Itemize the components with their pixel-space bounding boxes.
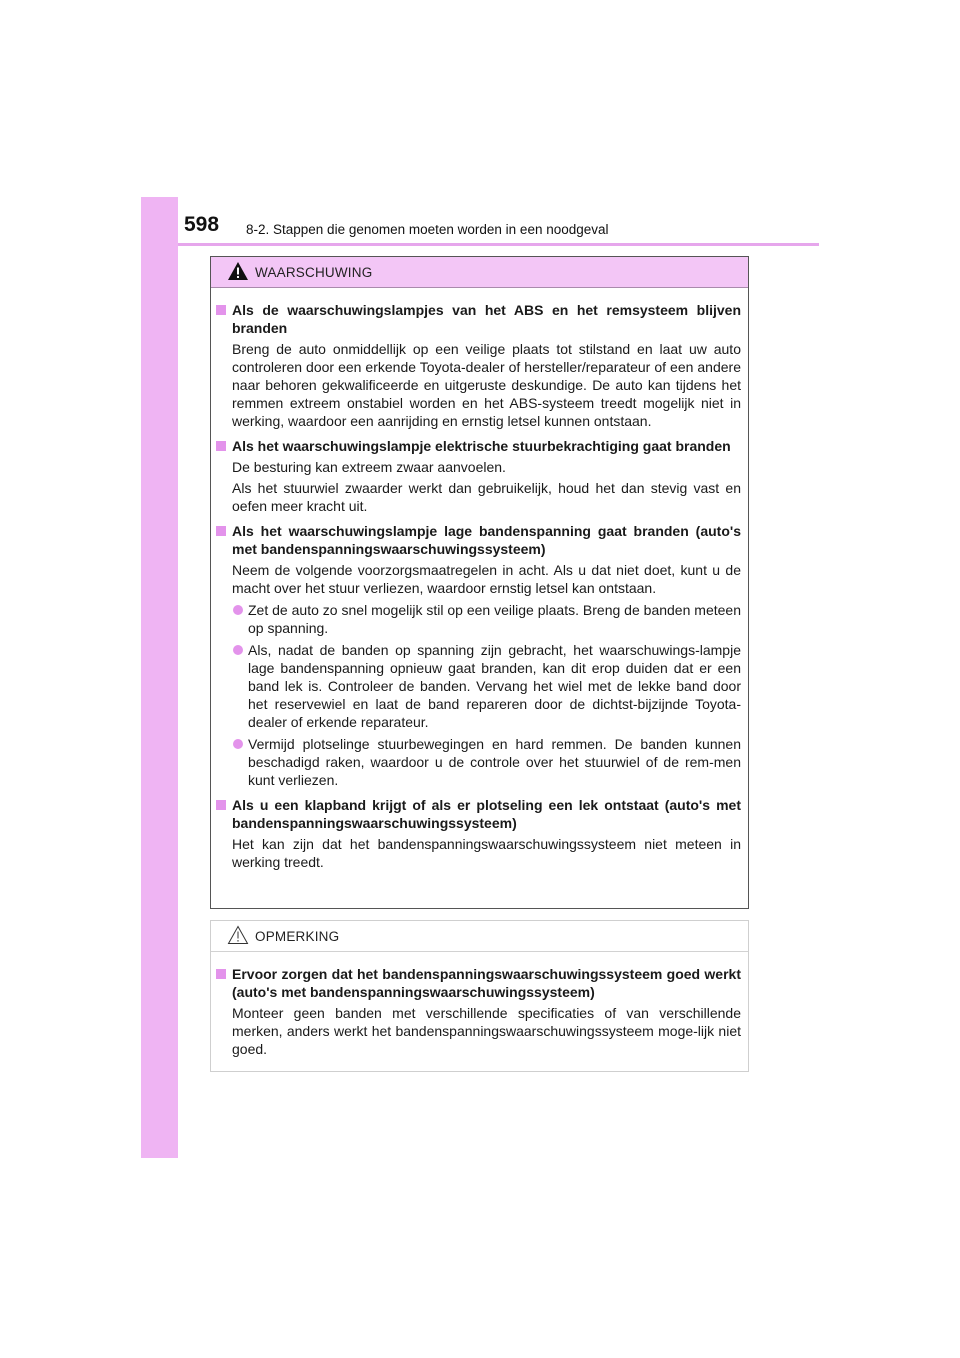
warning-body [211,288,748,871]
circle-bullet-icon [233,645,243,655]
notice-item [216,796,741,871]
item-heading [216,965,741,1001]
bullet-text: Als, nadat de banden op spanning zijn gebracht, het waarschuwings-lampje lage bandenspanning opnieuw gaat branden, kan dit erop duiden dat er een band lek is. Controleer de banden. Vervang het wiel met de lekke band door het reservewiel en laat de band repareren door de dichtst-bijzijnde Toyota-dealer of erkende reparateur. [248,642,741,730]
note-box [210,920,749,1072]
bullet-text: Vermijd plotselinge stuurbewegingen en hard remmen. De banden kunnen beschadigd raken, waardoor u de controle over het stuurwiel of de rem-men kunt verliezen. [248,736,741,788]
warning-triangle-icon [227,261,249,281]
square-bullet-icon [216,969,226,979]
caution-triangle-icon [227,925,249,945]
bullet-item [232,735,741,789]
note-header [211,921,748,952]
notice-item [216,301,741,430]
item-heading-text: Als de waarschuwingslampjes van het ABS en het remsysteem blijven branden [232,302,741,336]
item-paragraph: Als het stuurwiel zwaarder werkt dan gebruikelijk, houd het dan stevig vast en oefen meer kracht uit. [232,480,741,514]
item-paragraph: Monteer geen banden met verschillende specificaties of van verschillende merken, anders werkt het bandenspanningswaarschuwingssysteem moge-lijk niet goed. [232,1005,741,1057]
page-number: 598 [184,213,220,236]
square-bullet-icon [216,305,226,315]
header-rule [178,243,819,246]
item-heading-text: Als het waarschuwingslampje elektrische stuurbekrachtiging gaat branden [232,438,731,454]
section-title: 8-2. Stappen die genomen moeten worden in een noodgeval [246,222,609,237]
item-paragraph: Neem de volgende voorzorgsmaatregelen in acht. Als u dat niet doet, kunt u de macht over het stuur verliezen, waardoor ernstig letsel kan ontstaan. [232,562,741,596]
item-heading [216,301,741,337]
circle-bullet-icon [233,739,243,749]
notice-item [216,437,741,515]
bullet-list [216,601,741,789]
circle-bullet-icon [233,605,243,615]
item-heading [216,437,741,455]
item-heading-text: Als u een klapband krijgt of als er plotseling een lek ontstaat (auto's met bandenspanningswaarschuwingssysteem) [232,797,741,831]
item-paragraph: De besturing kan extreem zwaar aanvoelen. [232,459,506,475]
square-bullet-icon [216,526,226,536]
bullet-text: Zet de auto zo snel mogelijk stil op een veilige plaats. Breng de banden meteen op spanning. [248,602,741,636]
page-header [178,212,818,246]
item-paragraph: Breng de auto onmiddellijk op een veilige plaats tot stilstand en laat uw auto controleren door een erkende Toyota-dealer of hersteller/reparateur of een andere naar behoren gekwalificeerde en uitgeruste deskundige. De auto kan tijdens het remmen extreem onstabiel worden en het ABS-systeem treedt mogelijk niet in werking, waardoor een aanrijding en ernstig letsel kunnen ontstaan. [232,341,741,429]
item-heading [216,522,741,558]
note-body [211,952,748,1058]
note-title: OPMERKING [255,929,340,944]
square-bullet-icon [216,800,226,810]
square-bullet-icon [216,441,226,451]
warning-header [211,257,748,288]
warning-box [210,256,749,909]
notice-item [216,965,741,1058]
bullet-item [232,601,741,637]
item-heading-text: Ervoor zorgen dat het bandenspanningswaarschuwingssysteem goed werkt (auto's met bandenspanningswaarschuwingssysteem) [232,966,741,1000]
bullet-item [232,641,741,731]
item-heading [216,796,741,832]
warning-title: WAARSCHUWING [255,265,373,280]
item-heading-text: Als het waarschuwingslampje lage bandenspanning gaat branden (auto's met bandenspanningswaarschuwingssysteem) [232,523,741,557]
item-paragraph: Het kan zijn dat het bandenspanningswaarschuwingssysteem niet meteen in werking treedt. [232,836,741,870]
chapter-side-tab [141,197,178,1158]
notice-item [216,522,741,789]
